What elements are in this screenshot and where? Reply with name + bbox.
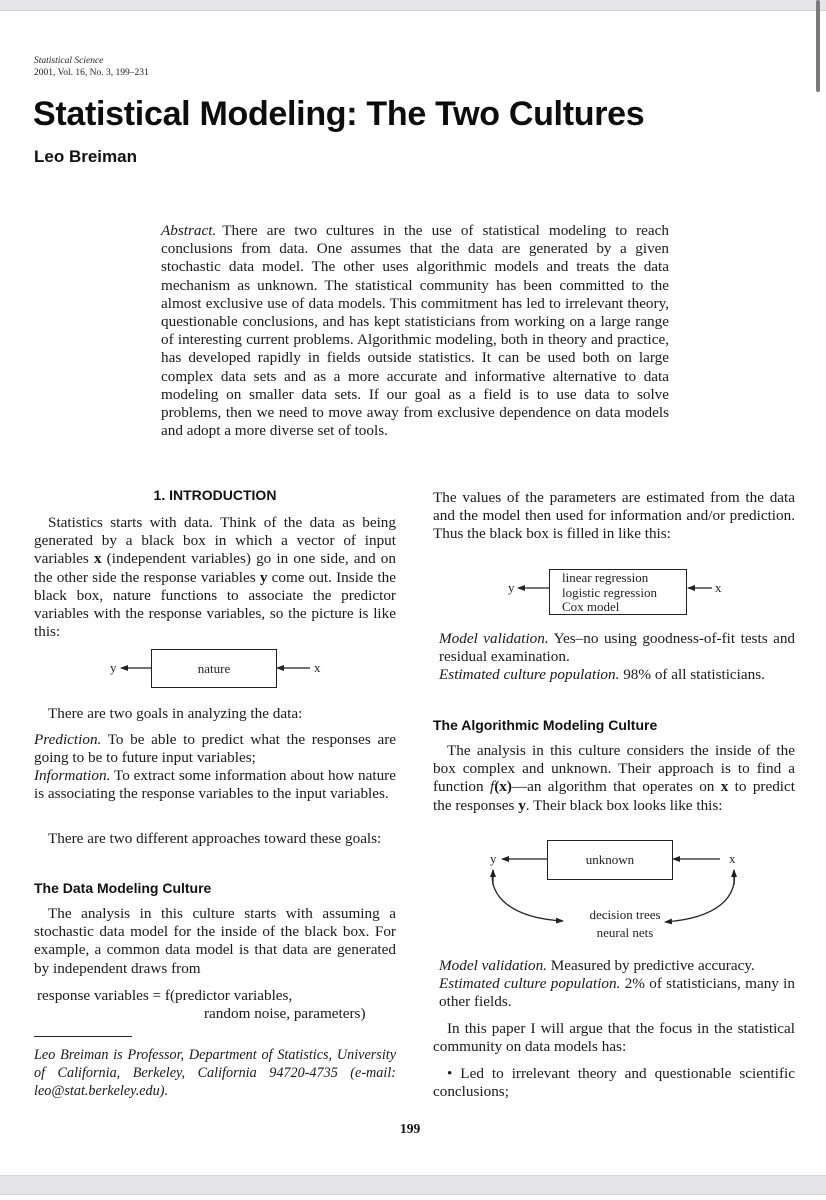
diagram-nature-x: x bbox=[314, 660, 321, 675]
population-text: 98% of all statisticians. bbox=[619, 666, 765, 683]
text-span: to predict the responses bbox=[433, 778, 795, 814]
diagram-nature-y: y bbox=[110, 660, 117, 675]
var-x: x bbox=[93, 550, 102, 568]
text-span: . Their black box looks like this: bbox=[525, 796, 723, 814]
section-heading-introduction: 1. INTRODUCTION bbox=[153, 487, 277, 503]
text-span: Statistics starts with data. Think of the data as being generated by a black box in which a vector of input variables bbox=[34, 514, 396, 568]
model-line: Cox model bbox=[562, 599, 620, 614]
equation-line-2: random noise, parameters) bbox=[204, 1005, 366, 1022]
text-span: —an algorithm that operates on bbox=[511, 778, 721, 796]
author-name: Leo Breiman bbox=[34, 147, 137, 166]
journal-name: Statistical Science bbox=[34, 56, 104, 66]
population-label: Estimated culture population. bbox=[439, 975, 621, 992]
diagram-unknown-label: unknown bbox=[585, 852, 635, 867]
model-line: linear regression bbox=[562, 570, 649, 585]
abstract-label: Abstract. bbox=[161, 222, 217, 239]
diagram-models-x: x bbox=[715, 580, 722, 595]
model-line: logistic regression bbox=[562, 584, 657, 600]
diagram-models-y: y bbox=[508, 580, 515, 595]
paper-title: Statistical Modeling: The Two Cultures bbox=[33, 95, 645, 133]
population-label: Estimated culture population. bbox=[439, 666, 620, 683]
abstract-text: There are two cultures in the use of statistical modeling to reach conclusions from data. One assumes that the data are generated by a given stochastic data model. The other uses algorithmic models and treats the data mechanism as unknown. The statistical community has been committed to the almost exclusive use of data models. This commitment has led to irrelevant theory, questionable conclusions, and has kept statisticians from working on a large range of interesting current problems. Algorithmic modeling, both in theory and practice, has developed rapidly in fields outside statistics. It can be used both on large complex data sets and as a more accurate and informative alternative to data modeling on smaller data sets. If our goal as a field is to use data to solve problems, then we need to move away from exclusive dependence on data models and adopt a more diverse set of tools. bbox=[161, 222, 669, 440]
goal-text: To be able to predict what the responses are going to be to future input variables; bbox=[34, 731, 396, 767]
heading-data-modeling-culture: The Data Modeling Culture bbox=[34, 880, 212, 896]
parameters-paragraph: The values of the parameters are estimated from the data and the model then used for information and/or prediction. Thus the black box is filled in like this: bbox=[433, 489, 795, 543]
diagram-nature-label: nature bbox=[197, 661, 231, 676]
var-x: x bbox=[720, 778, 729, 796]
data-culture-paragraph: The analysis in this culture starts with assuming a stochastic data model for the inside of the black box. For example, a common data model is that data are generated by independent draws from bbox=[34, 905, 396, 977]
text-span: come out. Inside the black box, nature functions to associate the predictor variables with the response variables, so the picture is like this: bbox=[34, 568, 396, 641]
method-line: decision trees bbox=[589, 907, 661, 922]
approaches-paragraph: There are two different approaches toward these goals: bbox=[48, 830, 382, 847]
var-y: y bbox=[259, 568, 268, 586]
text-span: The analysis in this culture considers the inside of the box complex and unknown. Their approach is to find a function bbox=[433, 742, 795, 796]
method-line: neural nets bbox=[596, 925, 654, 940]
journal-issue: 2001, Vol. 16, No. 3, 199–231 bbox=[34, 68, 149, 78]
equation-text: response variables = f(predictor variables, bbox=[37, 987, 293, 1004]
diagram-unknown-x: x bbox=[729, 851, 736, 866]
goal-label: Prediction. bbox=[34, 731, 102, 748]
page-number: 199 bbox=[400, 1121, 421, 1136]
goal-text: To extract some information about how nature is associating the response variables to the input variables. bbox=[34, 767, 396, 803]
bullet-item-1: • Led to irrelevant theory and questionable scientific conclusions; bbox=[433, 1065, 795, 1101]
author-footnote: Leo Breiman is Professor, Department of Statistics, University of California, Berkeley, California 94720-4735 (e-mail: leo@stat.berkeley.edu). bbox=[34, 1047, 396, 1099]
validation-label: Model validation. bbox=[439, 630, 549, 647]
validation-text: Yes–no using goodness-of-fit tests and residual examination. bbox=[439, 630, 796, 666]
validation-label: Model validation. bbox=[439, 957, 547, 974]
argue-paragraph: In this paper I will argue that the focus in the statistical community on data models has: bbox=[433, 1020, 795, 1056]
population-text: 2% of statisticians, many in other fields. bbox=[439, 975, 795, 1011]
func-f: f bbox=[489, 778, 495, 796]
diagram-unknown-y: y bbox=[490, 851, 497, 866]
curve-x-to-methods bbox=[665, 870, 734, 922]
text-span: (independent variables) go in one side, and on the other side the response variables bbox=[34, 550, 396, 586]
goal-label: Information. bbox=[34, 767, 111, 784]
goals-intro: There are two goals in analyzing the data: bbox=[48, 705, 303, 722]
heading-algorithmic-modeling-culture: The Algorithmic Modeling Culture bbox=[433, 717, 658, 733]
curve-y-to-methods bbox=[492, 870, 563, 921]
func-arg: (x) bbox=[494, 778, 512, 796]
var-y: y bbox=[518, 796, 526, 814]
validation-text: Measured by predictive accuracy. bbox=[546, 957, 755, 974]
